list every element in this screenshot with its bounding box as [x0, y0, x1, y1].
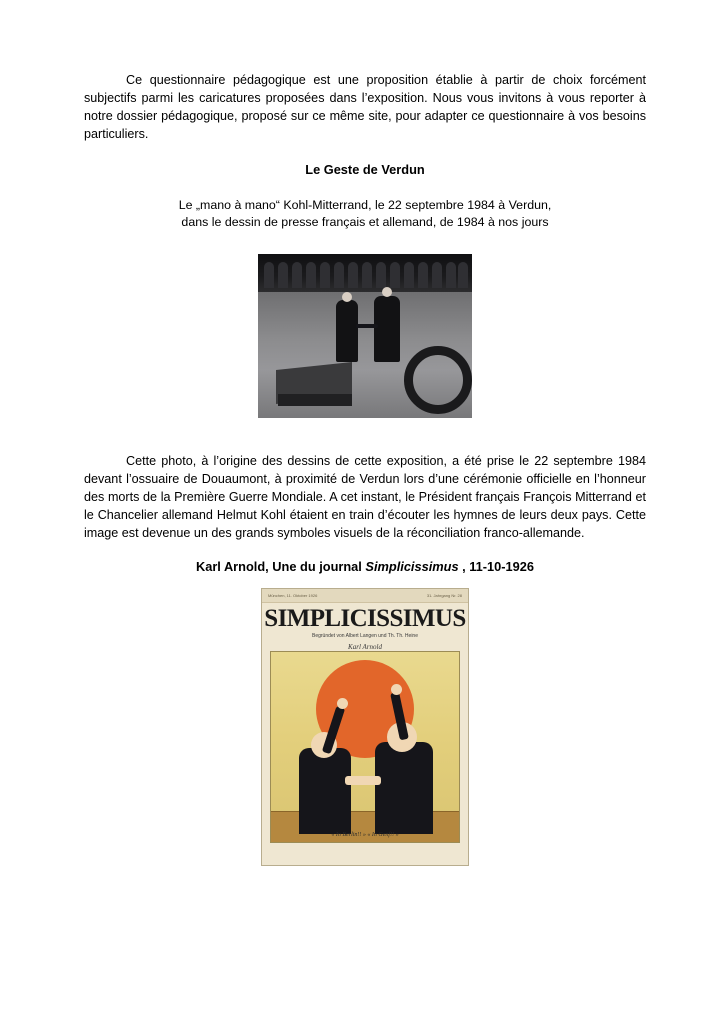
cover-figure-right	[375, 742, 433, 834]
subtitle-line-2: dans le dessin de presse français et allemand, de 1984 à nos jours	[181, 215, 549, 230]
cover-handshake	[345, 776, 381, 785]
cover-title: SIMPLICISSIMUS	[264, 604, 466, 632]
simplicissimus-cover-image	[261, 588, 469, 866]
caption-journal-name: Simplicissimus	[365, 558, 459, 574]
photo-crowd-background	[258, 254, 472, 292]
photo-joined-hands	[356, 324, 378, 328]
photo-wreath	[404, 346, 472, 414]
caption-part-1: Karl Arnold, Une du journal	[195, 558, 366, 574]
verdun-handshake-photo	[258, 254, 472, 418]
figure-caption-simplicissimus	[84, 559, 646, 574]
cover-artwork	[270, 651, 460, 843]
caption-part-2: , 11-10-1926	[458, 558, 535, 574]
photo-stone-slab-shadow	[278, 394, 352, 406]
cover-masthead-line	[262, 589, 468, 603]
cover-pointing-hand-right	[391, 684, 402, 695]
photo-figure-kohl	[374, 296, 400, 362]
cover-issue-number: 31. Jahrgang Nr. 28	[426, 592, 462, 598]
photo-figure-mitterrand	[336, 300, 358, 362]
cover-artist-name: Karl Arnold	[348, 643, 382, 652]
subtitle-block	[84, 197, 646, 233]
subtitle-line-1: Le „mano à mano“ Kohl-Mitterrand, le 22 septembre 1984 à Verdun,	[178, 197, 552, 212]
figure-verdun-photo	[84, 254, 646, 423]
cover-figure-left	[299, 748, 351, 834]
cover-subtitle-block	[262, 633, 468, 653]
body-paragraph: Cette photo, à l’origine des dessins de cette exposition, a été prise le 22 septembre 1984 devant l’ossuaire de Douaumont, à proximité de Verdun lors d’une cérémonie officielle en l’honneur des morts de la Première Guerre Mondiale. A cet instant, le Président français François Mitterrand et le Chancelier allemand Helmut Kohl étaient en train d’écouter les hymnes de leurs deux pays. Cette image est devenue un des grands symboles visuels de la réconciliation franco-allemande.	[84, 454, 646, 540]
figure-simplicissimus-cover	[84, 588, 646, 871]
intro-paragraph: Ce questionnaire pédagogique est une proposition établie à partir de choix forcément subjectifs parmi les caricatures proposées dans l’exposition. Nous vous invitons à vous reporter à notre dossier pédagogique, proposé sur ce même site, pour adapter ce questionnaire à vos besoins particuliers.	[84, 73, 646, 141]
page-title: Le Geste de Verdun	[305, 161, 425, 177]
cover-subtitle-small: Begründet von Albert Langen und Th. Th. Heine	[311, 632, 418, 639]
cover-pointing-hand-left	[337, 698, 348, 709]
cover-issue-date: München, 11. Oktober 1926	[268, 592, 318, 598]
cover-artwork-caption: « In Berlin!! » « In Genf!! »	[331, 831, 399, 838]
